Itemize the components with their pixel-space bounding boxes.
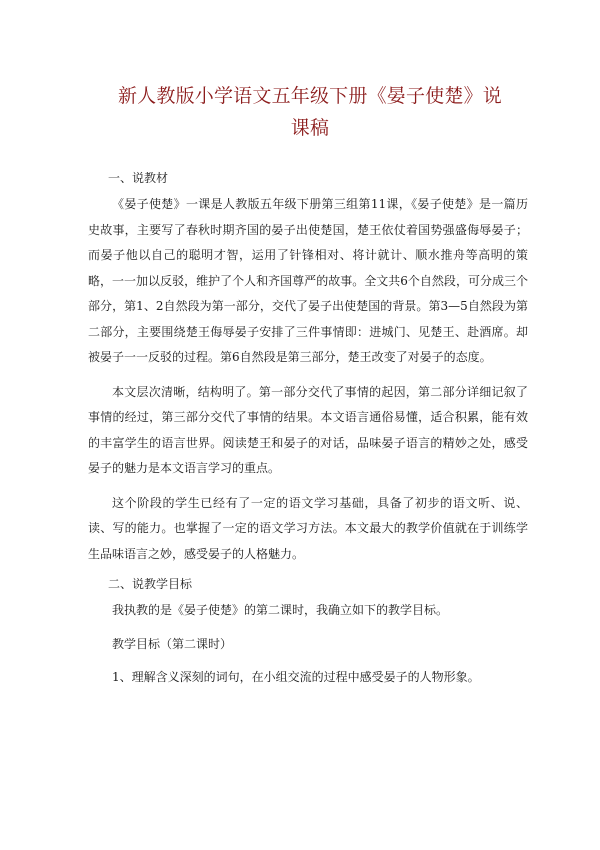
document-title: 新人教版小学语文五年级下册《晏子使楚》说课稿 — [117, 85, 502, 139]
paragraph: 《晏子使楚》一课是人教版五年级下册第三组第11课，《晏子使楚》是一篇历史故事，主要写了春秋时期齐国的晏子出使楚国，楚王依仗着国势强盛侮辱晏子；而晏子他以自己的聪明才智，运用了针锋相对、将计就计、顺水推舟等高明的策略，一一加以反驳，维护了个人和齐国尊严的故事。全文共6个自然段，可分成三个部分，第1、2自然段为第一部分，交代了晏子出使楚国的背景。第3—5自然段为第二部分，主要围绕楚王侮辱晏子安排了三件事情即：进城门、见楚王、赴酒席。却被晏子一一反驳的过程。第6自然段是第三部分，楚王改变了对晏子的态度。 — [88, 197, 528, 364]
document-body — [88, 170, 528, 699]
paragraph: 1、理解含义深刻的词句，在小组交流的过程中感受晏子的人物形象。 — [112, 670, 480, 684]
paragraph: 教学目标（第二课时） — [112, 636, 233, 651]
paragraph: 本文层次清晰，结构明了。第一部分交代了事情的起因，第二部分详细记叙了事情的经过，第三部分交代了事情的结果。本文语言通俗易懂，适合积累，能有效的丰富学生的语言世界。阅读楚王和晏子的对话，品味晏子语言的精妙之处，感受晏子的魅力是本文语言学习的重点。 — [88, 384, 528, 475]
section-heading-teaching-goals: 二、说教学目标 — [108, 577, 193, 591]
section-heading-teaching-material: 一、说教材 — [108, 171, 169, 185]
paragraph: 这个阶段的学生已经有了一定的语文学习基础，具备了初步的语文听、说、读、写的能力。也掌握了一定的语文学习方法。本文最大的教学价值就在于训练学生品味语言之妙，感受晏子的人格魅力。 — [88, 495, 528, 561]
paragraph: 我执教的是《晏子使楚》的第二课时，我确立如下的教学目标。 — [112, 603, 449, 617]
